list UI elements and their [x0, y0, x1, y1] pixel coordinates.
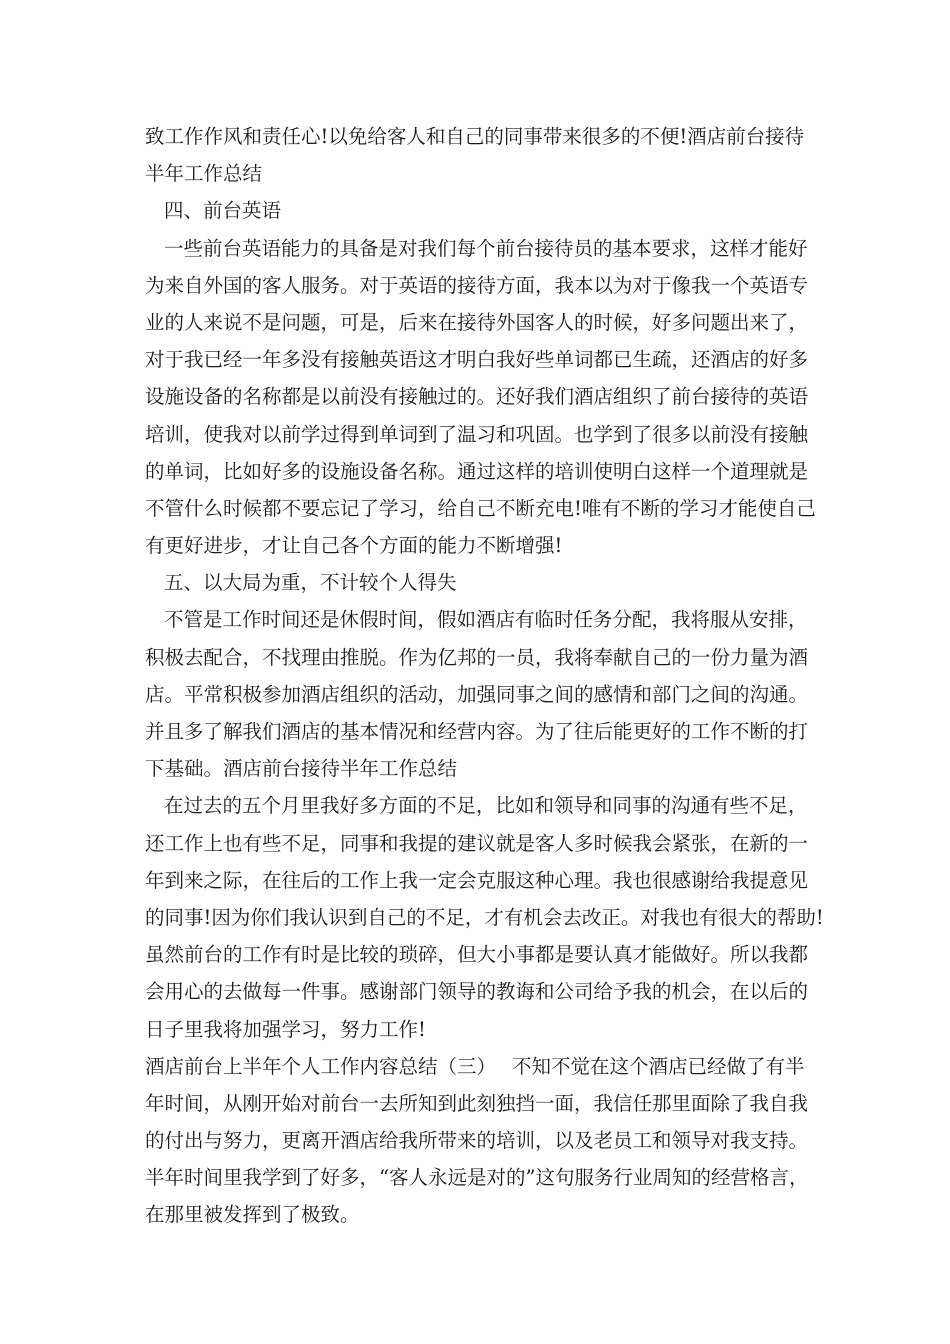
text-line: 日子里我将加强学习，努力工作!: [145, 1017, 426, 1041]
text-line: 致工作作风和责任心!以免给客人和自己的同事带来很多的不便!酒店前台接待: [145, 125, 805, 148]
paragraph-start: 不管是工作时间还是休假时间，假如酒店有临时任务分配，我将服从安排，: [164, 608, 808, 632]
text-line: 下基础。酒店前台接待半年工作总结: [145, 757, 458, 781]
section-heading: 四、前台英语: [164, 199, 282, 223]
text-line: 半年时间里我学到了好多，“客人永远是对的”这句服务行业周知的经营格言，: [145, 1166, 809, 1190]
text-line: 对于我已经一年多没有接触英语这才明白我好些单词都已生疏，还酒店的好多: [145, 348, 809, 372]
section-title-line: 酒店前台上半年个人工作内容总结（三） 不知不觉在这个酒店已经做了有半: [145, 1054, 805, 1078]
text-line: 的单词，比如好多的设施设备名称。通过这样的培训使明白这样一个道理就是: [145, 459, 809, 483]
text-line: 设施设备的名称都是以前没有接触过的。还好我们酒店组织了前台接待的英语: [145, 385, 809, 409]
text-line: 店。平常积极参加酒店组织的活动，加强同事之间的感情和部门之间的沟通。: [145, 682, 809, 706]
text-line: 积极去配合，不找理由推脱。作为亿邦的一员，我将奉献自己的一份力量为酒: [145, 645, 809, 669]
text-line: 的同事!因为你们我认识到自己的不足，才有机会去改正。对我也有很大的帮助!: [145, 905, 824, 929]
text-line: 为来自外国的客人服务。对于英语的接待方面，我本以为对于像我一个英语专: [145, 273, 809, 297]
paragraph-start: 一些前台英语能力的具备是对我们每个前台接待员的基本要求，这样才能好: [164, 236, 808, 260]
text-line: 虽然前台的工作有时是比较的琐碎，但大小事都是要认真才能做好。所以我都: [145, 943, 809, 967]
text-line: 业的人来说不是问题，可是，后来在接待外国客人的时候，好多问题出来了，: [145, 310, 809, 334]
paragraph-start: 在过去的五个月里我好多方面的不足，比如和领导和同事的沟通有些不足，: [164, 794, 808, 818]
text-line: 有更好进步，才让自己各个方面的能力不断增强!: [145, 534, 563, 558]
text-line: 并且多了解我们酒店的基本情况和经营内容。为了往后能更好的工作不断的打: [145, 720, 809, 743]
text-line: 还工作上也有些不足，同事和我提的建议就是客人多时候我会紧张，在新的一: [145, 831, 809, 855]
text-line: 会用心的去做每一件事。感谢部门领导的教诲和公司给予我的机会，在以后的: [145, 980, 809, 1004]
text-line: 半年工作总结: [145, 162, 263, 186]
document-body: [145, 118, 825, 1234]
text-line: 在那里被发挥到了极致。: [145, 1203, 360, 1227]
text-line: 的付出与努力，更离开酒店给我所带来的培训，以及老员工和领导对我支持。: [145, 1129, 809, 1153]
section-heading: 五、以大局为重，不计较个人得失: [164, 571, 457, 595]
text-line: 年时间，从刚开始对前台一去所知到此刻独挡一面，我信任那里面除了我自我: [145, 1091, 809, 1115]
text-line: 年到来之际，在往后的工作上我一定会克服这种心理。我也很感谢给我提意见: [145, 868, 809, 892]
text-line: 不管什么时候都不要忘记了学习，给自己不断充电!唯有不断的学习才能使自己: [145, 496, 816, 520]
text-line: 培训，使我对以前学过得到单词到了温习和巩固。也学到了很多以前没有接触: [145, 422, 809, 446]
